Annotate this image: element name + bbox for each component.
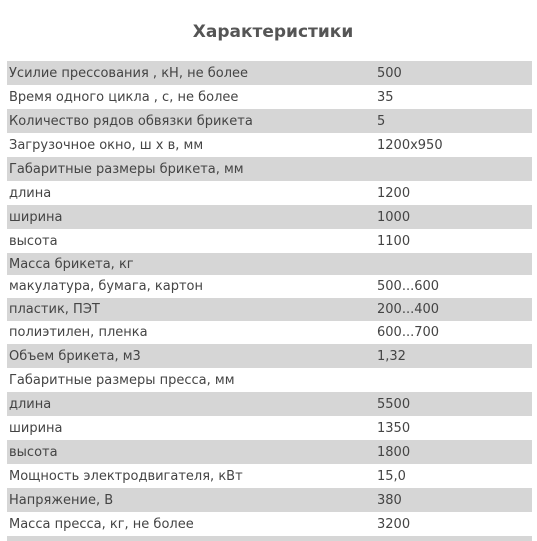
table-row xyxy=(7,392,532,416)
spec-value-cell: 1200x950 xyxy=(377,137,443,153)
spec-name-cell: Загрузочное окно, ш х в, мм xyxy=(9,137,204,153)
table-row xyxy=(7,464,532,488)
spec-value-cell: 15,0 xyxy=(377,468,406,484)
spec-name-cell: Масса брикета, кг xyxy=(7,253,375,275)
table-row xyxy=(7,61,532,85)
spec-value-cell: 1800 xyxy=(375,440,532,464)
table-row xyxy=(7,512,532,536)
spec-name-cell: Время одного цикла , с, не более xyxy=(9,89,239,105)
spec-name-cell: макулатура, бумага, картон xyxy=(9,279,203,294)
spec-value-cell: 5500 xyxy=(375,392,532,416)
table-row xyxy=(7,368,532,392)
page-title: Характеристики xyxy=(192,22,354,42)
table-row xyxy=(7,133,532,157)
spec-value-cell: 380 xyxy=(375,488,532,512)
table-row xyxy=(7,298,532,321)
table-row xyxy=(7,253,532,275)
spec-name-cell: высота xyxy=(7,440,375,464)
spec-value-cell: 500 xyxy=(375,61,532,85)
spec-value-cell: 3200 xyxy=(377,516,411,532)
spec-name-cell: ширина xyxy=(7,205,375,229)
spec-value-cell xyxy=(375,368,532,392)
spec-value-cell: 1350 xyxy=(377,420,411,436)
spec-name-cell: длина xyxy=(7,392,375,416)
table-row xyxy=(7,488,532,512)
table-bottom-strip xyxy=(7,536,532,541)
spec-name-cell: Усилие прессования , кН, не более xyxy=(7,61,375,85)
spec-value-cell: 1,32 xyxy=(375,344,532,368)
spec-value-cell: 35 xyxy=(377,89,394,105)
spec-value-cell xyxy=(375,157,532,181)
table-row xyxy=(7,275,532,298)
table-row xyxy=(7,157,532,181)
spec-name-cell: Объем брикета, м3 xyxy=(7,344,375,368)
table-row xyxy=(7,205,532,229)
table-row xyxy=(7,416,532,440)
spec-name-cell: длина xyxy=(9,185,52,201)
spec-name-cell: Количество рядов обвязки брикета xyxy=(7,109,375,133)
table-row xyxy=(7,85,532,109)
spec-value-cell: 1200 xyxy=(377,185,411,201)
spec-value-cell: 5 xyxy=(375,109,532,133)
specifications-table xyxy=(7,61,532,536)
table-row xyxy=(7,229,532,253)
table-row xyxy=(7,109,532,133)
spec-name-cell: полиэтилен, пленка xyxy=(9,325,148,340)
spec-name-cell: Мощность электродвигателя, кВт xyxy=(9,468,243,484)
spec-name-cell: ширина xyxy=(9,420,63,436)
table-row xyxy=(7,440,532,464)
spec-value-cell: 200...400 xyxy=(375,298,532,321)
spec-name-cell: Напряжение, В xyxy=(7,488,375,512)
spec-value-cell: 1100 xyxy=(377,233,411,249)
spec-value-cell: 600...700 xyxy=(377,325,440,340)
spec-value-cell: 1000 xyxy=(375,205,532,229)
spec-value-cell xyxy=(375,253,532,275)
spec-name-cell: пластик, ПЭТ xyxy=(7,298,375,321)
table-row xyxy=(7,181,532,205)
table-row xyxy=(7,344,532,368)
specifications-table-body xyxy=(7,61,532,536)
spec-value-cell: 500...600 xyxy=(377,279,440,294)
spec-name-cell: высота xyxy=(9,233,58,249)
spec-name-cell: Габаритные размеры брикета, мм xyxy=(7,157,375,181)
spec-name-cell: Габаритные размеры пресса, мм xyxy=(9,372,235,388)
spec-name-cell: Масса пресса, кг, не более xyxy=(9,516,194,532)
table-row xyxy=(7,321,532,344)
